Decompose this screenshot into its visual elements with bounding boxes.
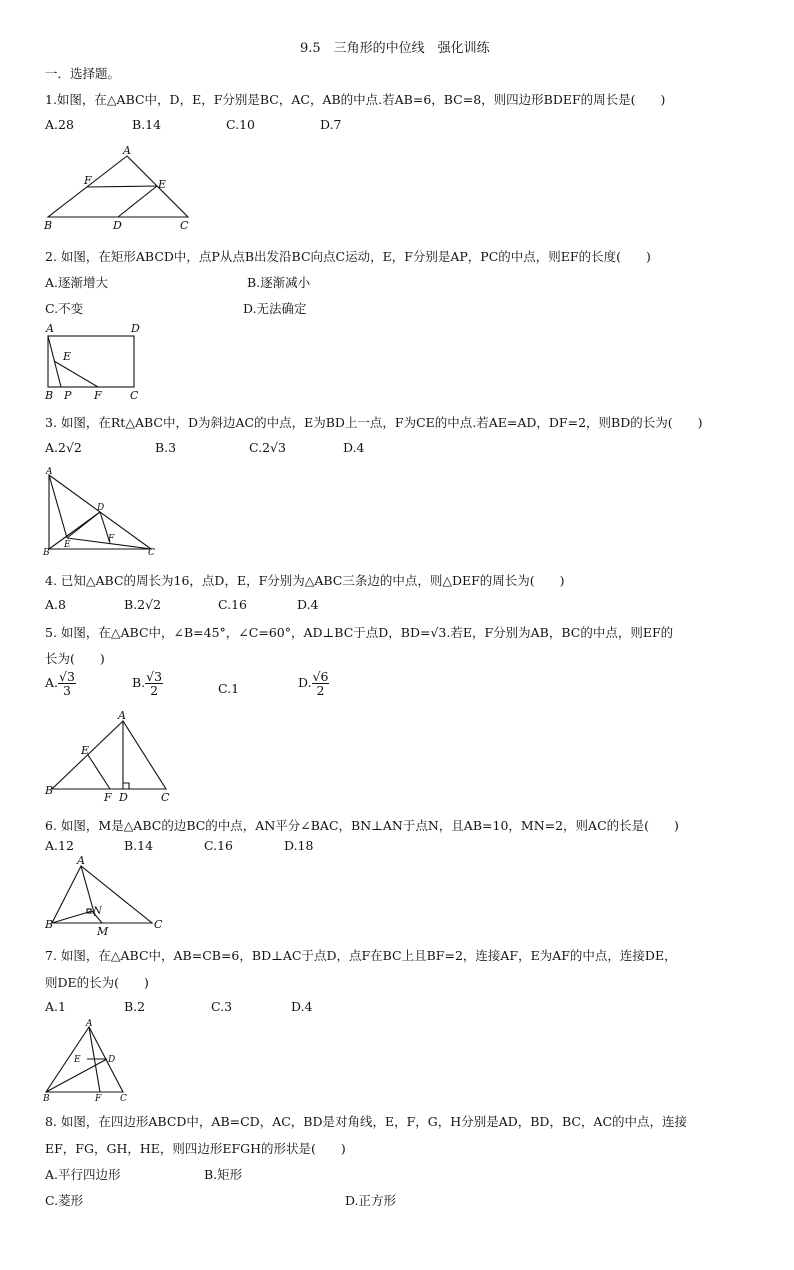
q7-option-c[interactable]: C.3 — [211, 999, 233, 1014]
q5-label-c: C — [161, 791, 170, 802]
q2-segment-ef — [54, 361, 98, 387]
q4-option-d[interactable]: D.4 — [297, 597, 319, 612]
q5-option-a-label: A. — [45, 675, 59, 691]
question-8-text-cont: EF，FG，GH，HE，则四边形EFGH的形状是( ) — [45, 1141, 346, 1156]
q6-option-b[interactable]: B.14 — [124, 838, 154, 853]
q5-figure — [40, 707, 180, 802]
q8-option-a[interactable]: A.平行四边形 — [45, 1167, 121, 1182]
q5-label-f: F — [104, 791, 112, 802]
question-5-text: 5. 如图，在△ABC中，∠B=45°，∠C=60°，AD⊥BC于点D，BD=√3.若E，F分别为AB，BC的中点，则EF的 — [45, 625, 674, 640]
question-1-text: 1.如图，在△ABC中，D，E，F分别是BC，AC，AB的中点.若AB=6，BC=8，则四边形BDEF的周长是( ) — [45, 92, 666, 107]
q6-segment-bn — [52, 911, 92, 923]
q3-segment-ed — [67, 512, 100, 538]
q7-figure — [40, 1017, 140, 1102]
q5-option-b-label: B. — [132, 675, 146, 691]
q5-label-e: E — [81, 744, 90, 757]
q6-option-a[interactable]: A.12 — [45, 838, 74, 853]
q3-figure — [40, 463, 165, 558]
q6-option-c[interactable]: C.16 — [204, 838, 233, 853]
q7-option-a[interactable]: A.1 — [45, 999, 66, 1014]
q5-right-angle-mark — [123, 783, 129, 789]
q2-label-a: A — [46, 322, 54, 335]
q5-triangle — [52, 721, 166, 789]
q1-option-d[interactable]: D.7 — [320, 117, 342, 132]
q1-option-b[interactable]: B.14 — [132, 117, 162, 132]
q2-option-c[interactable]: C.不变 — [45, 301, 84, 316]
q2-label-b: B — [45, 389, 54, 400]
q2-option-b[interactable]: B.逐渐减小 — [247, 275, 311, 290]
q2-figure — [40, 320, 150, 400]
q1-segment-fe — [87, 186, 157, 187]
question-4-text: 4. 已知△ABC的周长为16，点D，E，F分别为△ABC三条边的中点，则△DEF的周长为( ) — [45, 573, 565, 588]
q5-label-b: B — [45, 784, 54, 797]
q4-option-c[interactable]: C.16 — [218, 597, 247, 612]
q4-option-a[interactable]: A.8 — [45, 597, 66, 612]
question-2-text: 2. 如图，在矩形ABCD中，点P从点B出发沿BC向点C运动，E，F分别是AP，PC的中点，则EF的长度( ) — [45, 249, 651, 264]
q5-option-d[interactable] — [298, 670, 329, 697]
q3-option-d[interactable]: D.4 — [343, 440, 365, 455]
q6-label-b: B — [45, 918, 54, 931]
q2-rectangle — [48, 336, 134, 387]
q7-option-b[interactable]: B.2 — [124, 999, 146, 1014]
q5-option-b-fraction — [145, 670, 163, 697]
q5-label-d: D — [119, 791, 128, 802]
q6-label-m: M — [97, 925, 109, 938]
q1-label-f: F — [84, 174, 92, 187]
q1-option-a[interactable]: A.28 — [45, 117, 74, 132]
q5-option-a-fraction — [58, 670, 76, 697]
q3-option-c[interactable]: C.2√3 — [249, 440, 286, 455]
q5-option-d-denominator: 2 — [316, 683, 325, 699]
q3-label-f: F — [108, 534, 115, 544]
q2-label-p: P — [64, 389, 72, 400]
q1-label-a: A — [123, 144, 131, 157]
q8-option-c[interactable]: C.菱形 — [45, 1193, 84, 1208]
question-7-text: 7. 如图，在△ABC中，AB=CB=6，BD⊥AC于点D，点F在BC上且BF=2，连接AF，E为AF的中点，连接DE， — [45, 948, 677, 963]
q5-segment-ef — [88, 755, 110, 789]
q3-option-a[interactable]: A.2√2 — [45, 440, 82, 455]
q5-option-d-fraction — [312, 670, 330, 697]
question-5-text-cont: 长为( ) — [45, 651, 105, 666]
question-8-text: 8. 如图，在四边形ABCD中，AB=CD，AC，BD是对角线，E，F，G，H分别是AD，BD，BC，AC的中点，连接 — [45, 1114, 688, 1129]
q8-option-b[interactable]: B.矩形 — [204, 1167, 243, 1182]
q5-option-b-numerator: √3 — [146, 669, 163, 684]
q1-label-e: E — [158, 178, 167, 191]
q5-option-c[interactable]: C.1 — [218, 681, 240, 696]
q6-figure — [40, 853, 170, 938]
q5-option-d-numerator: √6 — [312, 669, 329, 684]
q1-label-c: C — [180, 219, 189, 232]
q7-label-a: A — [86, 1019, 93, 1029]
q8-option-d[interactable]: D.正方形 — [345, 1193, 397, 1208]
q1-figure — [40, 142, 200, 232]
q5-option-a[interactable] — [45, 670, 76, 697]
q6-label-n: N — [93, 906, 102, 917]
q5-option-a-numerator: √3 — [59, 669, 75, 684]
q5-option-d-label: D. — [298, 675, 312, 691]
q7-label-e: E — [74, 1055, 81, 1065]
q6-triangle — [52, 866, 152, 923]
q2-option-a[interactable]: A.逐渐增大 — [45, 275, 109, 290]
q4-option-b[interactable]: B.2√2 — [124, 597, 162, 612]
question-7-text-cont: 则DE的长为( ) — [45, 975, 149, 990]
q6-label-c: C — [154, 918, 163, 931]
q6-label-a: A — [77, 854, 85, 867]
q3-label-e: E — [64, 540, 71, 550]
q3-label-c: C — [148, 548, 155, 558]
q7-label-c: C — [120, 1094, 127, 1102]
q3-label-b: B — [43, 548, 50, 558]
q1-label-b: B — [44, 219, 53, 232]
page-title: 9.5 三角形的中位线 强化训练 — [300, 41, 490, 56]
q3-segment-ae — [49, 475, 67, 538]
q2-label-f: F — [94, 389, 102, 400]
q5-label-a: A — [118, 709, 126, 722]
q5-option-b-denominator: 2 — [150, 683, 159, 699]
q1-label-d: D — [113, 219, 122, 232]
q2-label-c: C — [130, 389, 139, 400]
section-heading: 一．选择题。 — [45, 66, 121, 81]
q3-label-d: D — [97, 503, 105, 513]
q2-label-e: E — [63, 350, 72, 363]
q5-option-b[interactable] — [132, 670, 163, 697]
question-6-text: 6. 如图，M是△ABC的边BC的中点，AN平分∠BAC，BN⊥AN于点N，且AB=10，MN=2，则AC的长是( ) — [45, 818, 679, 833]
q2-option-d[interactable]: D.无法确定 — [243, 301, 307, 316]
q2-label-d: D — [131, 322, 140, 335]
q7-label-b: B — [43, 1094, 50, 1102]
q7-label-f: F — [95, 1094, 102, 1102]
q5-option-a-denominator: 3 — [63, 683, 71, 699]
question-3-text: 3. 如图，在Rt△ABC中，D为斜边AC的中点，E为BD上一点，F为CE的中点.若AE=AD，DF=2，则BD的长为( ) — [45, 415, 703, 430]
q7-option-d[interactable]: D.4 — [291, 999, 313, 1014]
q3-label-a: A — [46, 467, 53, 477]
q6-option-d[interactable]: D.18 — [284, 838, 314, 853]
q1-option-c[interactable]: C.10 — [226, 117, 255, 132]
q1-segment-de — [118, 186, 157, 217]
q3-option-b[interactable]: B.3 — [155, 440, 177, 455]
q7-label-d: D — [108, 1055, 116, 1065]
